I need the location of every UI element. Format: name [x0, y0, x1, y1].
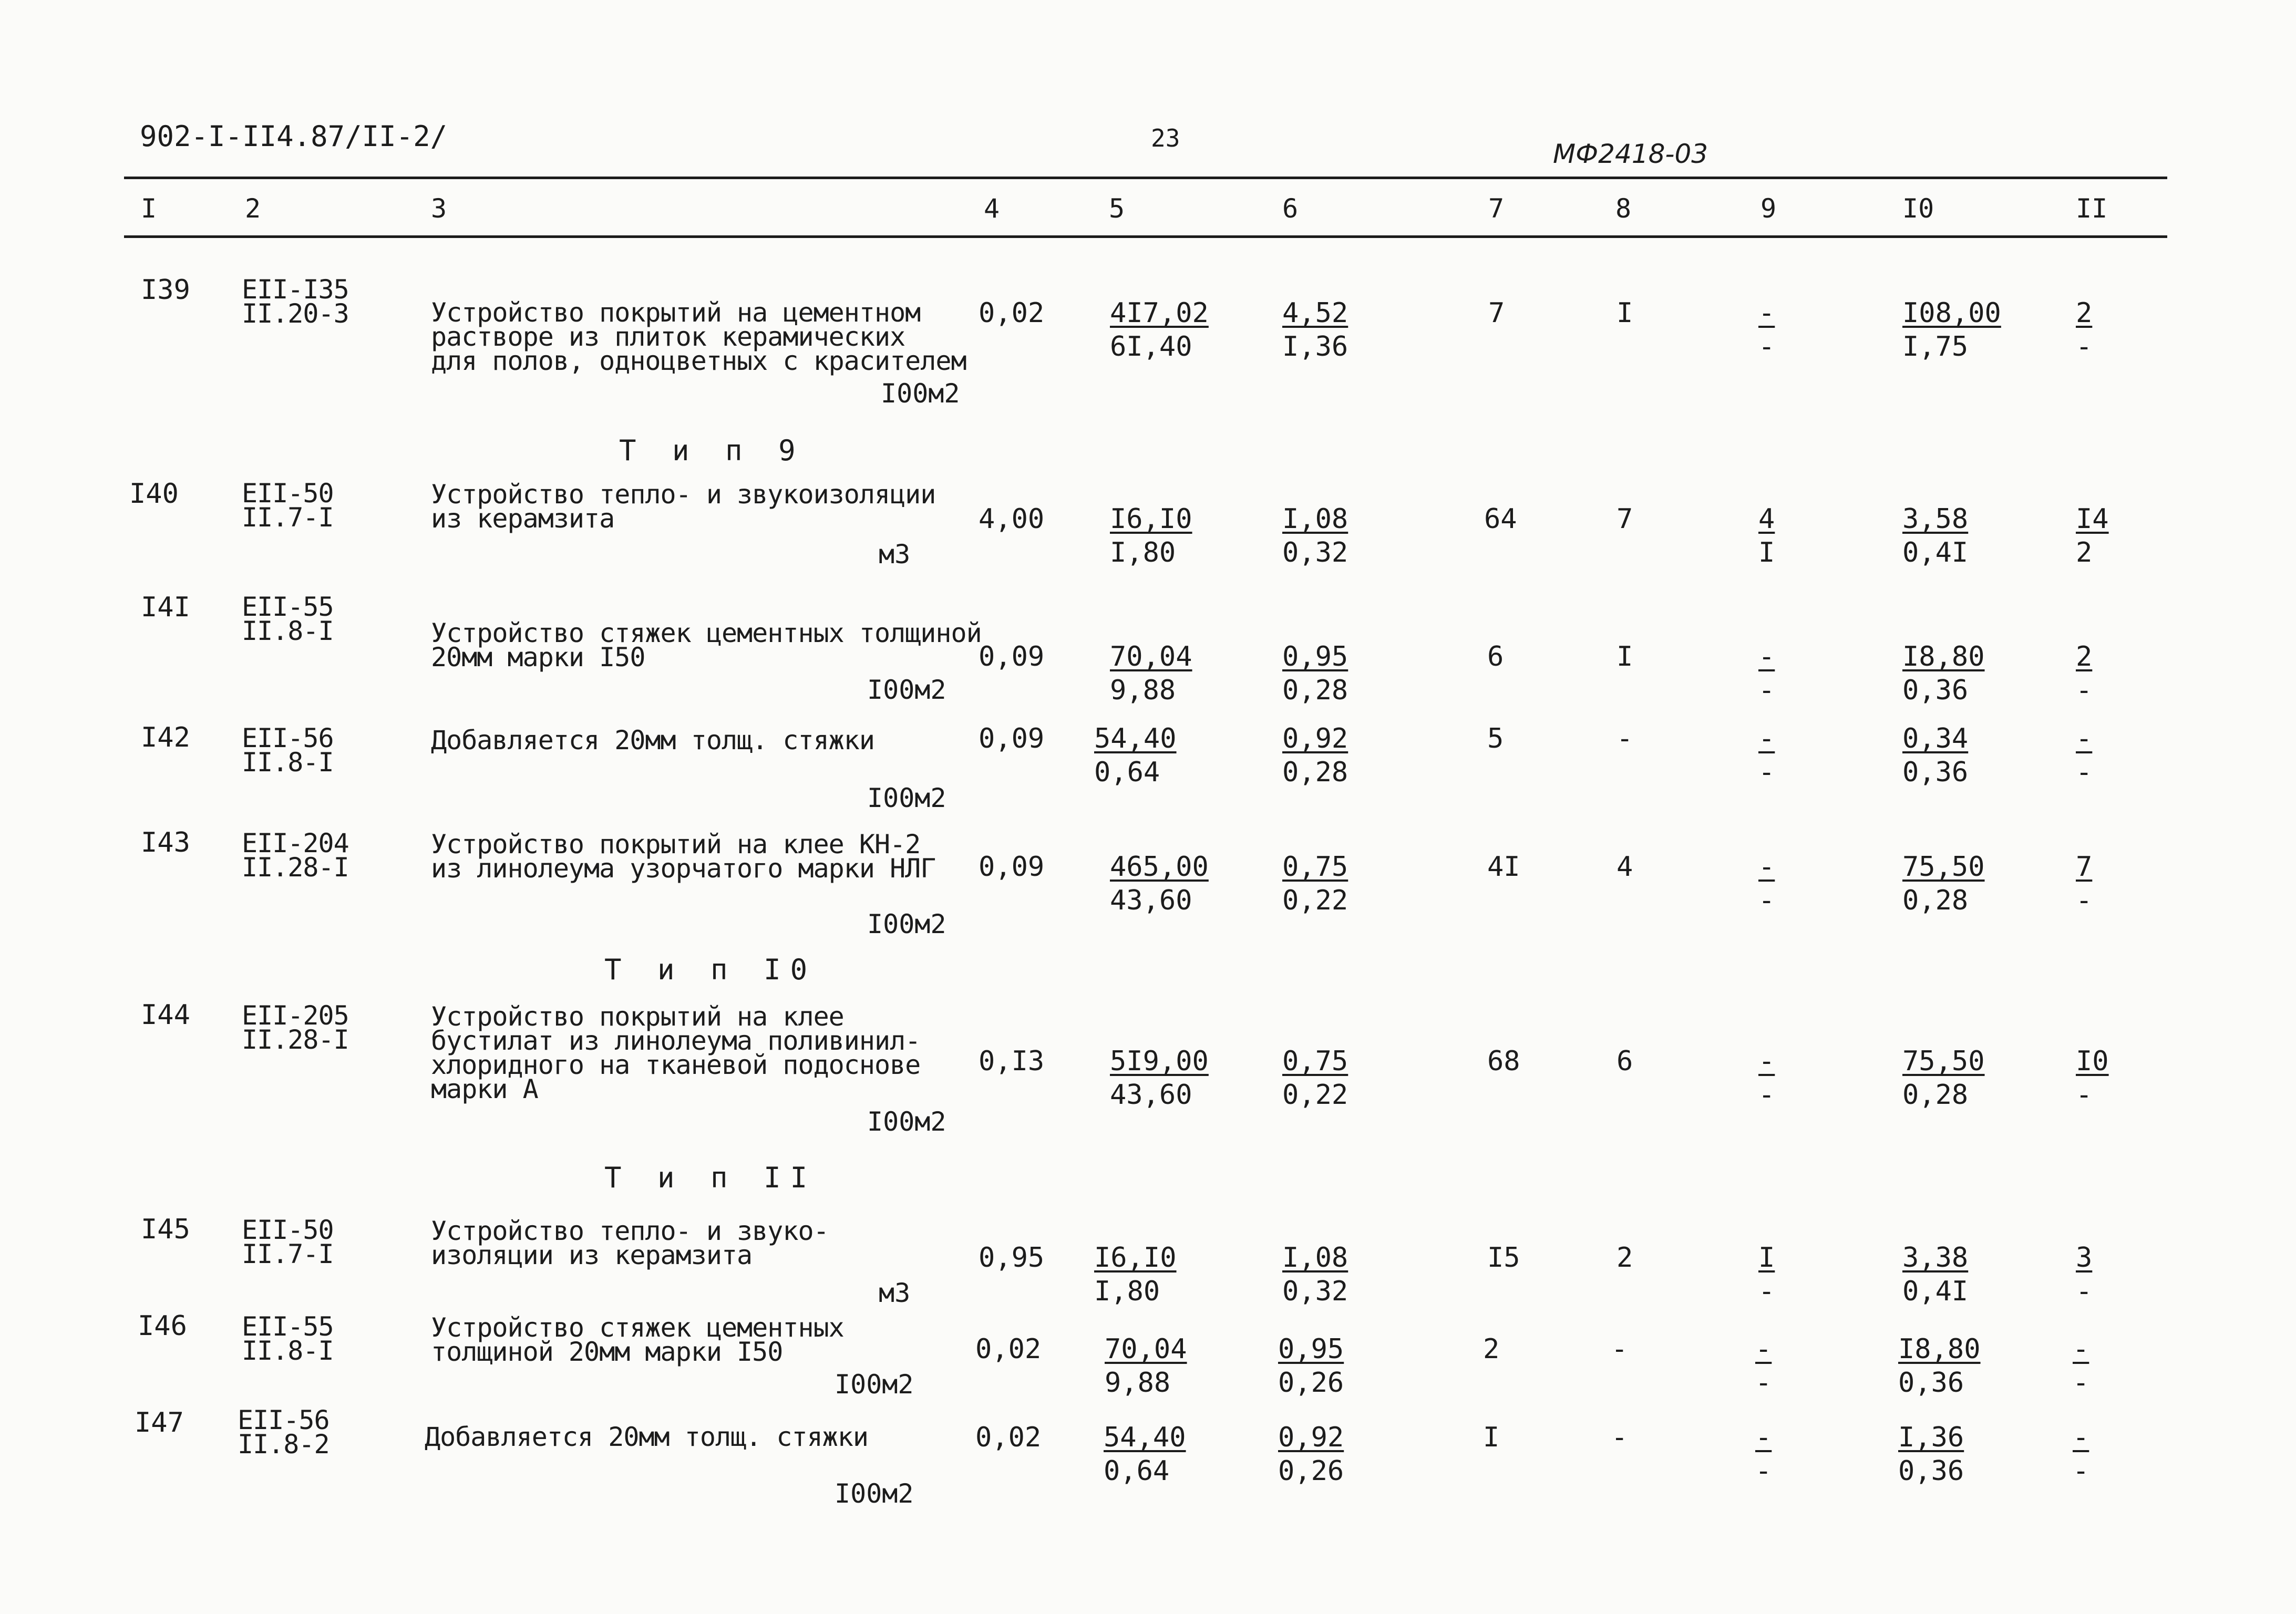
col9-fraction: - -: [1755, 1422, 1772, 1487]
col5-fraction: I6,I0 I,80: [1094, 1242, 1177, 1307]
norm-code: ЕII-56 II.8-2: [238, 1405, 330, 1460]
norm-code: ЕII-204 II.28-I: [242, 828, 349, 883]
column-header-3: 3: [431, 193, 447, 224]
col6-fraction: I,08 0,32: [1282, 1242, 1348, 1307]
unit-of-measure: I00м2: [835, 1369, 914, 1400]
column-header-7: 7: [1488, 193, 1505, 224]
row-number: I43: [141, 827, 190, 858]
col10-fraction: 75,50 0,28: [1902, 851, 1985, 916]
col11-fraction: - -: [2073, 1422, 2089, 1487]
row-number: I45: [141, 1214, 190, 1245]
column-header-11: II: [2076, 193, 2108, 224]
col9-fraction: - -: [1758, 723, 1775, 788]
table-top-rule: [124, 177, 2167, 179]
norm-code: ЕII-50 II.7-I: [242, 478, 334, 533]
col8-value: 4: [1617, 851, 1633, 883]
col5-fraction: 5I9,00 43,60: [1110, 1046, 1209, 1111]
norm-code: ЕII-56 II.8-I: [242, 723, 334, 778]
unit-of-measure: I00м2: [867, 675, 946, 705]
col10-fraction: 3,58 0,4I: [1902, 503, 1969, 568]
col5-fraction: 465,00 43,60: [1110, 851, 1209, 916]
unit-of-measure: I00м2: [867, 783, 946, 813]
col5-fraction: I6,I0 I,80: [1110, 503, 1192, 568]
row-number: I40: [129, 478, 179, 510]
document-code: 902-I-II4.87/II-2/: [140, 120, 448, 153]
col10-fraction: I,36 0,36: [1898, 1422, 1964, 1487]
col8-value: I: [1617, 297, 1633, 329]
work-description: Добавляется 20мм толщ. стяжки: [425, 1422, 868, 1452]
col6-fraction: 4,52 I,36: [1282, 297, 1348, 363]
unit-of-measure: I00м2: [881, 378, 960, 409]
col5-fraction: 70,04 9,88: [1105, 1333, 1187, 1399]
col6-fraction: 0,95 0,28: [1282, 641, 1348, 706]
col11-fraction: - -: [2073, 1333, 2089, 1399]
col5-fraction: 54,40 0,64: [1104, 1422, 1186, 1487]
col11-fraction: - -: [2076, 723, 2093, 788]
col6-fraction: 0,75 0,22: [1282, 851, 1348, 916]
col8-value: -: [1611, 1333, 1628, 1365]
col8-value: 2: [1617, 1242, 1633, 1274]
table-header-bottom-rule: [124, 235, 2167, 238]
type-heading: Т и п I0: [604, 953, 817, 986]
page-number: 23: [1151, 124, 1180, 152]
col11-fraction: 7 -: [2076, 851, 2093, 916]
unit-of-measure: I00м2: [867, 1106, 946, 1137]
column-header-10: I0: [1902, 193, 1934, 224]
work-description: Устройство тепло- и звуко- изоляции из керамзита: [431, 1216, 829, 1270]
col8-value: I: [1617, 641, 1633, 672]
column-header-8: 8: [1615, 193, 1632, 224]
work-description: Устройство тепло- и звукоизоляции из керамзита: [431, 479, 936, 534]
type-heading: Т и п 9: [619, 434, 805, 467]
col7-value: I: [1483, 1422, 1500, 1453]
col10-fraction: 3,38 0,4I: [1902, 1242, 1969, 1307]
quantity: 0,02: [975, 1422, 1042, 1453]
col11-fraction: 2 -: [2076, 641, 2093, 706]
row-number: I42: [141, 722, 190, 753]
work-description: Устройство покрытий на клее бустилат из линолеума поливинил- хлоридного на тканевой подоснове марки А: [431, 1001, 921, 1104]
col9-fraction: - -: [1758, 297, 1775, 363]
col10-fraction: 0,34 0,36: [1902, 723, 1969, 788]
col8-value: -: [1617, 723, 1633, 754]
col8-value: -: [1611, 1422, 1628, 1453]
quantity: 0,02: [979, 297, 1045, 329]
col7-value: 68: [1487, 1046, 1520, 1077]
col6-fraction: I,08 0,32: [1282, 503, 1348, 568]
row-number: I39: [141, 274, 190, 306]
norm-code: ЕII-55 II.8-I: [242, 1311, 334, 1366]
column-header-6: 6: [1282, 193, 1299, 224]
unit-of-measure: I00м2: [835, 1478, 914, 1509]
unit-of-measure: м3: [879, 539, 911, 570]
column-header-1: I: [141, 193, 157, 224]
quantity: 0,09: [979, 851, 1045, 883]
quantity: 0,I3: [979, 1046, 1045, 1077]
inventory-stamp: МФ2418-03: [1553, 139, 1708, 169]
column-header-5: 5: [1109, 193, 1125, 224]
col7-value: 6: [1487, 641, 1504, 672]
norm-code: ЕII-I35 II.20-3: [242, 274, 349, 329]
col6-fraction: 0,75 0,22: [1282, 1046, 1348, 1111]
quantity: 0,02: [975, 1333, 1042, 1365]
col5-fraction: 54,40 0,64: [1094, 723, 1177, 788]
col11-fraction: I0 -: [2076, 1046, 2109, 1111]
col9-fraction: - -: [1758, 851, 1775, 916]
column-header-2: 2: [245, 193, 261, 224]
work-description: Устройство стяжек цементных толщиной 20мм марки I50: [431, 1312, 844, 1367]
col10-fraction: I08,00 I,75: [1902, 297, 2001, 363]
col5-fraction: 4I7,02 6I,40: [1110, 297, 1209, 363]
quantity: 0,95: [979, 1242, 1045, 1274]
col6-fraction: 0,92 0,26: [1278, 1422, 1344, 1487]
col11-fraction: 3 -: [2076, 1242, 2093, 1307]
col8-value: 6: [1617, 1046, 1633, 1077]
norm-code: ЕII-55 II.8-I: [242, 592, 334, 646]
work-description: Устройство покрытий на цементном растворе из плиток керамических для полов, одноцветных с красителем: [431, 297, 966, 376]
quantity: 0,09: [979, 641, 1045, 672]
col9-fraction: - -: [1758, 1046, 1775, 1111]
col11-fraction: I4 2: [2076, 503, 2109, 568]
row-number: I44: [141, 999, 190, 1031]
row-number: I47: [135, 1407, 184, 1439]
col10-fraction: I8,80 0,36: [1902, 641, 1985, 706]
work-description: Устройство покрытий на клее КН-2 из линолеума узорчатого марки НЛГ: [431, 829, 936, 884]
unit-of-measure: м3: [879, 1278, 911, 1308]
norm-code: ЕII-205 II.28-I: [242, 1000, 349, 1055]
quantity: 4,00: [979, 503, 1045, 535]
col10-fraction: 75,50 0,28: [1902, 1046, 1985, 1111]
col9-fraction: 4 I: [1758, 503, 1775, 568]
col6-fraction: 0,92 0,28: [1282, 723, 1348, 788]
col7-value: 5: [1487, 723, 1504, 754]
type-heading: Т и п II: [604, 1161, 817, 1194]
col7-value: 2: [1483, 1333, 1500, 1365]
unit-of-measure: I00м2: [867, 909, 946, 939]
quantity: 0,09: [979, 723, 1045, 754]
column-header-9: 9: [1760, 193, 1777, 224]
col9-fraction: - -: [1755, 1333, 1772, 1399]
row-number: I46: [138, 1310, 187, 1342]
col9-fraction: I -: [1758, 1242, 1775, 1307]
col5-fraction: 70,04 9,88: [1110, 641, 1192, 706]
work-description: Добавляется 20мм толщ. стяжки: [431, 725, 874, 756]
row-number: I4I: [141, 592, 190, 623]
col6-fraction: 0,95 0,26: [1278, 1333, 1344, 1399]
col7-value: 7: [1488, 297, 1505, 329]
col9-fraction: - -: [1758, 641, 1775, 706]
col10-fraction: I8,80 0,36: [1898, 1333, 1981, 1399]
col7-value: I5: [1487, 1242, 1520, 1274]
norm-code: ЕII-50 II.7-I: [242, 1215, 334, 1269]
work-description: Устройство стяжек цементных толщиной 20мм марки I50: [431, 618, 982, 672]
col7-value: 4I: [1487, 851, 1520, 883]
col8-value: 7: [1617, 503, 1633, 535]
col11-fraction: 2 -: [2076, 297, 2093, 363]
col7-value: 64: [1484, 503, 1517, 535]
column-header-4: 4: [984, 193, 1000, 224]
